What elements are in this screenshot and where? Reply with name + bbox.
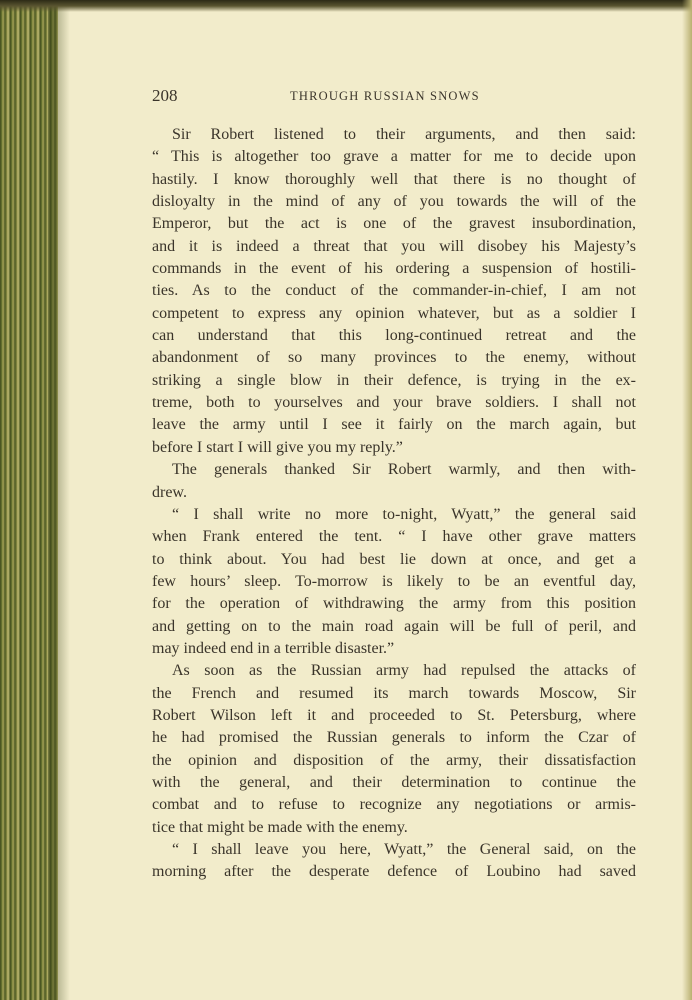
text-line: Robert Wilson left it and proceeded to St. Petersburg, where <box>152 706 636 724</box>
text-line: and getting on to the main road again will be full of peril, and <box>152 617 636 635</box>
text-line: with the general, and their determination to continue the <box>152 773 636 791</box>
text-line: to think about. You had best lie down at once, and get a <box>152 550 636 568</box>
text-line: before I start I will give you my reply.” <box>152 438 403 456</box>
text-line: the French and resumed its march towards Moscow, Sir <box>152 684 636 702</box>
text-line: ties. As to the conduct of the commander-in-chief, I am not <box>152 282 636 300</box>
body-text <box>152 124 636 884</box>
text-line: Emperor, but the act is one of the gravest insubordination, <box>152 215 636 233</box>
text-line: drew. <box>152 483 187 501</box>
text-line: hastily. I know thoroughly well that there is no thought of <box>152 170 636 188</box>
text-line: the opinion and disposition of the army, their dissatisfaction <box>152 751 636 769</box>
text-line: few hours’ sleep. To-morrow is likely to be an eventful day, <box>152 572 636 590</box>
right-page-edge <box>682 0 692 1000</box>
text-line: disloyalty in the mind of any of you towards the will of the <box>152 193 636 211</box>
text-line: combat and to refuse to recognize any negotiations or armis- <box>152 796 636 814</box>
text-line: abandonment of so many provinces to the enemy, without <box>152 349 636 367</box>
page-content <box>152 82 636 884</box>
text-line: he had promised the Russian generals to inform the Czar of <box>152 729 636 747</box>
text-line: when Frank entered the tent. “ I have other grave matters <box>152 528 636 546</box>
text-line: morning after the desperate defence of Loubino had saved <box>152 863 636 881</box>
gutter-shadow <box>48 0 70 1000</box>
text-line: for the operation of withdrawing the army from this position <box>152 595 636 613</box>
text-line: tice that might be made with the enemy. <box>152 818 408 836</box>
text-line: and it is indeed a threat that you will disobey his Majesty’s <box>152 237 636 255</box>
text-line: striking a single blow in their defence, is trying in the ex- <box>152 371 636 389</box>
page-number: 208 <box>152 86 178 105</box>
text-line: competent to express any opinion whatever, but as a soldier I <box>152 304 636 322</box>
text-line: “ This is altogether too grave a matter for me to decide upon <box>152 148 636 166</box>
text-line: may indeed end in a terrible disaster.” <box>152 639 395 657</box>
text-line: “ I shall leave you here, Wyatt,” the General said, on the <box>172 841 636 858</box>
text-line: As soon as the Russian army had repulsed the attacks of <box>172 662 636 680</box>
text-line: treme, both to yourselves and your brave soldiers. I shall not <box>152 394 636 412</box>
text-line: “ I shall write no more to-night, Wyatt,” the general said <box>172 505 636 523</box>
text-line: Sir Robert listened to their arguments, and then said: <box>172 126 636 143</box>
text-line: can understand that this long-continued retreat and the <box>152 327 636 345</box>
top-page-edge <box>0 0 692 12</box>
running-head <box>152 82 636 110</box>
text-line: commands in the event of his ordering a suspension of hostili- <box>152 260 636 278</box>
running-title: THROUGH RUSSIAN SNOWS <box>290 89 480 103</box>
text-line: The generals thanked Sir Robert warmly, and then with- <box>172 461 636 479</box>
text-line: leave the army until I see it fairly on the march again, but <box>152 416 636 434</box>
